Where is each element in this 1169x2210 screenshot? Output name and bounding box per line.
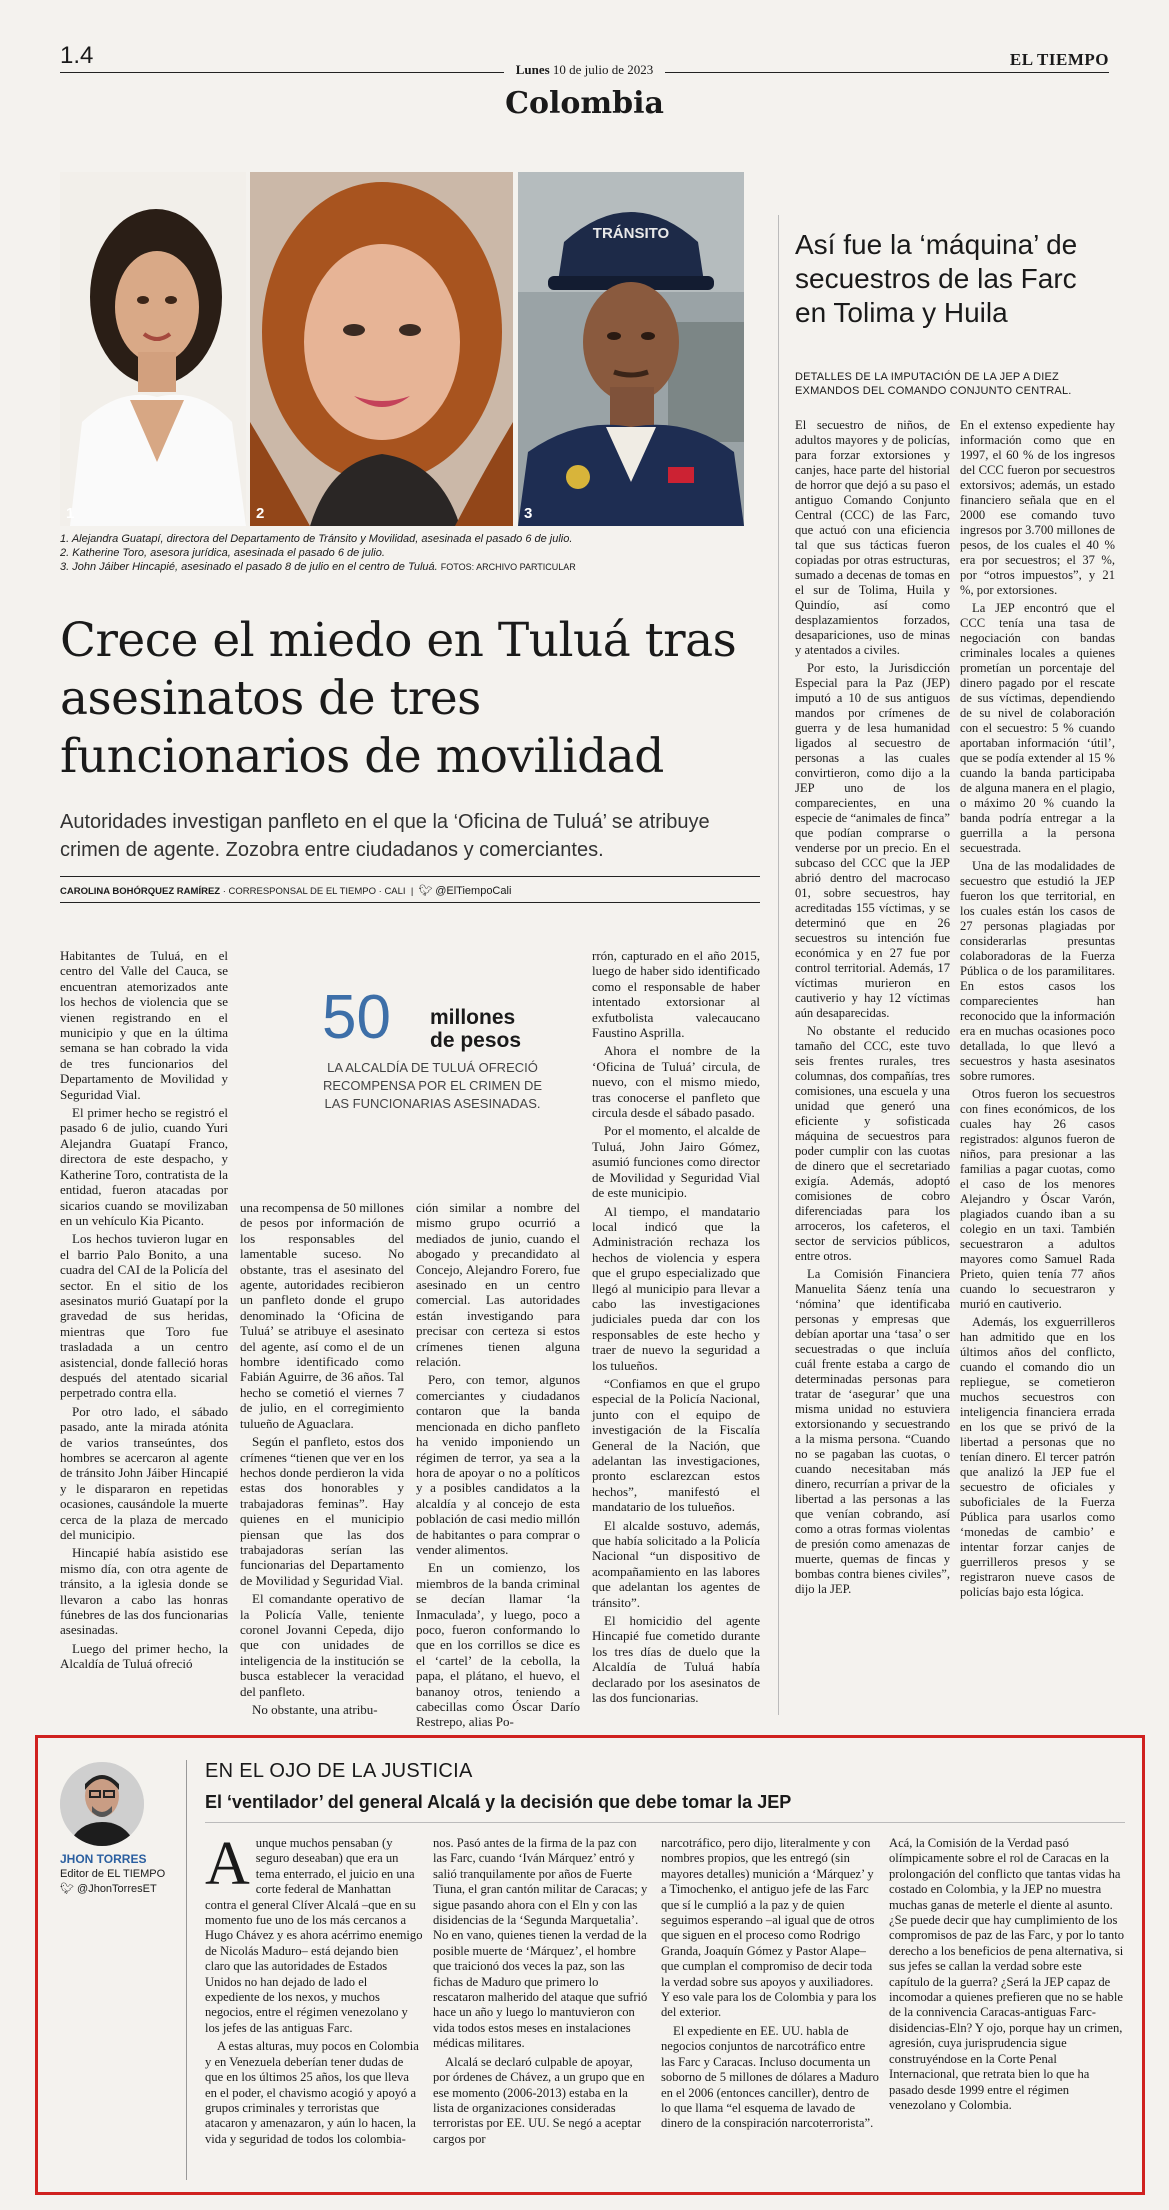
paragraph: El expediente en EE. UU. habla de negocios conjuntos de narcotráfico entre las Farc y Caracas. Incluso documenta un soborno de 5 millones de dólares a Maduro en el 2006 (entonces canciller), dentro de lo que llama “el esquema de lavado de dinero de la conspiración narcoterrorista”. <box>661 2023 879 2131</box>
opinion-column-3 <box>661 1836 879 2135</box>
edition-date-day: Lunes <box>515 62 550 77</box>
photo-number: 2 <box>256 505 265 522</box>
sidebar-column-1 <box>795 418 950 1600</box>
paragraph: En un comienzo, los miembros de la banda criminal se decían llamar ‘la Inmaculada’, y luego, poco a poco, fueron conformando lo que en los corrillos se dice es el ‘cartel’ de la cebolla, la papa, el plátano, el huevo, el bananoy otros, teniendo a cabecillas como Óscar Darío Restrepo, alias Po- <box>416 1560 580 1730</box>
paragraph: El alcalde sostuvo, además, que había solicitado a la Policía Nacional “un dispositivo de acompañamiento en las labores que adelantan los agentes de tránsito”. <box>592 1517 760 1610</box>
article-column-2 <box>240 1200 404 1720</box>
byline-author: CAROLINA BOHÓRQUEZ RAMÍREZ <box>60 886 221 897</box>
sidebar-divider <box>778 215 779 1715</box>
paragraph: Los hechos tuvieron lugar en el barrio Palo Bonito, a una cuadra del CAI de la Policía del sector. En el sitio de los asesinatos murió Guatapí por la gravedad de sus heridas, mientras que Toro fue trasladada a un centro asistencial, donde falleció horas después del atentado sicarial perpetrado contra ella. <box>60 1231 228 1401</box>
author-name: JHON TORRES <box>60 1852 147 1866</box>
edition-date <box>0 62 1169 78</box>
author-role: Editor de EL TIEMPO <box>60 1868 166 1880</box>
pullquote-number: 50 <box>322 983 391 1052</box>
sidebar-headline: Así fue la ‘máquina’ de secuestros de las Farc en Tolima y Huila <box>795 229 1078 328</box>
article-deck: Autoridades investigan panfleto en el que la ‘Oficina de Tuluá’ se atribuye crimen de agente. Zozobra entre ciudadanos y comerciantes. <box>60 811 710 861</box>
portrait-woman-dark-hair-image <box>60 172 246 526</box>
author-avatar <box>60 1762 144 1846</box>
twitter-icon: 🐦︎ <box>418 885 433 897</box>
pullquote-unit <box>430 1006 521 1052</box>
paragraph <box>205 1830 423 2036</box>
author-portrait-image <box>60 1762 144 1846</box>
byline-rule-bottom <box>60 902 760 903</box>
paragraph: Otros fueron los secuestros con fines económicos, de los cuales hay 26 casos registrados: algunos fueron de niños, para presionar a las familias a pagar cuotas, como el caso de los menores Alejandro y Óscar Varón, plagiados cuando iban a su colegio en un taxi. También secuestraron a adultos mayores como Samuel Rada Prieto, quien tenía 77 años cuando lo secuestraron y murió en cautiverio. <box>960 1087 1115 1311</box>
paragraph: Pero, con temor, algunos comerciantes y ciudadanos contaron que la banda mencionada en dicho panfleto ha venido imponiendo un régimen de terror, ya sea a la hora de apoyar o no a políticos y a posibles candidatos a la alcaldía y al concejo de esta población de casi medio millón de habitantes o para comprar o vender alimentos. <box>416 1372 580 1557</box>
paragraph: No obstante el reducido tamaño del CCC, este tuvo seis frentes rurales, tres columnas, dos compañías, tres comisiones, una escuela y una unidad que generó una eficiente y sofisticada máquina de secuestros para poder cumplir con las cuotas de dinero que el secretariado exigía. Además, adoptó comisiones de cobro diferenciadas para los arroceros, los cafeteros, el sector de servicios públicos, entre otros. <box>795 1024 950 1263</box>
paragraph: narcotráfico, pero dijo, literalmente y con nombres propios, que les entregó (sin mayores detalles) munición a ‘Márquez’ y a Timochenko, el antiguo jefe de las Farc que sí le cumplió a la paz y de quien seguimos esperando –al igual que de otros que siguen en el proceso como Rodrigo Granda, Joaquín Gómez y Pastor Alape– que cumplan el compromiso de decir toda la verdad sobre sus apoyos y auxiliadores. Y eso vale para los de Colombia y para los del exterior. <box>661 1836 877 2020</box>
paragraph: Según el panfleto, estos dos crímenes “tienen que ver en los hechos donde perdieron la vida estas dos honorables y trabajadoras feminas”. Hay quienes en el municipio piensan que las dos trabajadoras serían las funcionarias del Departamento de Movilidad y Seguridad Vial. <box>240 1434 404 1588</box>
paragraph: El comandante operativo de la Policía Valle, teniente coronel Jovanni Cepeda, dijo que con unidades de inteligencia de la institución se busca establecer la veracidad del panfleto. <box>240 1591 404 1699</box>
byline-rule-top <box>60 876 760 877</box>
portrait-transit-agent-image <box>518 172 744 526</box>
paragraph: Además, los exguerrilleros han admitido que en los últimos años del conflicto, cuando el comando dio un repliegue, se cometieron muchos secuestros con inteligencia financiera errada en los que se privó de la libertad a personas que no tenían dinero. El tercer patrón que analizó la JEP fue el secuestro de oficiales y suboficiales de la Fuerza Pública para usarlos como ‘monedas de cambio’ e intentar forzar canjes de guerrilleros presos y se registraron nueve casos de policías bajo esta lógica. <box>960 1315 1115 1599</box>
paragraph: ción similar a nombre del mismo grupo ocurrió a mediados de junio, cuando el abogado y precandidato al Concejo, Alejandro Forero, fue asesinado en un centro comercial. Las autoridades están investigando para precisar con certeza si estos crímenes tienen alguna relación. <box>416 1200 580 1370</box>
photo-2 <box>250 172 513 526</box>
pullquote-text: LA ALCALDÍA DE TULUÁ OFRECIÓ RECOMPENSA POR EL CRIMEN DE LAS FUNCIONARIAS ASESINADAS. <box>322 1060 543 1111</box>
paragraph: Por el momento, el alcalde de Tuluá, John Jairo Gómez, asumió funciones como director de Movilidad y Seguridad Vial de este municipio. <box>592 1123 760 1201</box>
photo-number: 1 <box>66 505 75 522</box>
photo-1 <box>60 172 246 526</box>
byline-twitter: @ElTiempoCali <box>435 885 512 897</box>
opinion-headline: El ‘ventilador’ del general Alcalá y la decisión que debe tomar la JEP <box>205 1792 792 1812</box>
page-number: 1.4 <box>60 42 94 69</box>
photo-credit: FOTOS: ARCHIVO PARTICULAR <box>440 562 576 572</box>
paragraph: No obstante, una atribu- <box>252 1702 378 1717</box>
paragraph: El secuestro de niños, de adultos mayores y de policías, para forzar extorsiones y canjes, hace parte del historial de horror que dejó a su paso el antiguo Comando Conjunto Central (CCC) de las Farc, que actuó con una eficiencia tal que sus tácticas fueron copiadas por otras estructuras, sumado a decenas de tomas en el sur de Tolima, Huila y Quindío, así como desplazamientos forzados, desapariciones, uso de minas y atentados a civiles. <box>795 418 950 657</box>
article-byline: CAROLINA BOHÓRQUEZ RAMÍREZ · CORRESPONSAL DE EL TIEMPO · CALI | 🐦︎ @ElTiempoCali <box>60 885 512 897</box>
paragraph-text: unque muchos pensaban (y seguro deseaban) que era un tema enterrado, el juicio en una corte federal de Manhattan contra el general Clíver Alcalá –que en su momento fue uno de los más cercanos a Hugo Chávez y es ahora acérrimo enemigo de Nicolás Maduro– está dejando bien claro que las autoridades de Estados Unidos no han dejado de lado el expediente de los nexos, y muchos negocios, entre el régimen venezolano y los jefes de las antiguas Farc. <box>205 1836 423 2035</box>
paragraph: Por otro lado, el sábado pasado, ante la mirada atónita de varios transeúntes, dos hombres se acercaron al agente de tránsito John Jáiber Hincapié y le dispararon en repetidas ocasiones, causándole la muerte cerca de la plaza de mercado del municipio. <box>60 1403 228 1543</box>
pullquote-unit-line: de pesos <box>430 1029 522 1052</box>
paragraph: En el extenso expediente hay información como que en 1997, el 60 % de los ingresos del CCC fueron por secuestros extorsivos; además, un estado financiero señala que en el 2000 ese comando tuvo ingresos por 3.700 millones de pesos, de los cuales el 40 % era por secuestros; el 37 %, por “otros impuestos”, y 21 %, por extorsiones. <box>960 418 1115 597</box>
paragraph: Al tiempo, el mandatario local indicó que la Administración rechaza los hechos de violencia y espera que el grupo especializado que llegó al municipio para llevar a cabo las investigaciones judiciales pueda dar con los responsables de este hecho y traer de nuevo la seguridad a los tulueños. <box>592 1203 760 1373</box>
twitter-icon: 🐦︎ <box>60 1883 74 1895</box>
article-column-3 <box>416 1200 580 1733</box>
paragraph: Luego del primer hecho, la Alcaldía de Tuluá ofreció <box>60 1640 228 1672</box>
edition-date-rest: 10 de julio de 2023 <box>552 62 654 77</box>
drop-cap: A <box>205 1830 250 1898</box>
paragraph: “Confiamos en que el grupo especial de la Policía Nacional, junto con el equipo de investigación de la Fiscalía General de la Nación, que adelantan las investigaciones, pronto esclarezcan estos hechos”, manifestó el mandatario de los tulueños. <box>592 1375 760 1515</box>
paragraph: La Comisión Financiera Manuelita Sáenz tenía una ‘nómina’ que identificaba personas y empresas que debían aportar una ‘tasa’ o ser secuestradas o que incluía cuál frente estaba a cargo de determinadas personas para tratar de ‘asegurar’ que una misma unidad no estuviera extorsionando y secuestrando a la misma persona. “Cuando no se pagaban las cuotas, o cuando necesitaban más dinero, recurrían a privar de la libertad a las personas a las que venían cobrando, así como a otras formas violentas de presión como amenazas de muerte, quemas de fincas y bombas contra bienes civiles”, dijo la JEP. <box>795 1267 950 1596</box>
paragraph: Por esto, la Jurisdicción Especial para la Paz (JEP) imputó a 10 de sus antiguos mandos por crímenes de guerra y de lesa humanidad ligados al secuestro de personas a las cuales convirtieron, como dijo a la JEP uno de los comparecientes, en una especie de “animales de finca” que podían comprarse o venderse por un precio. En el subcaso del CCC que la JEP abrió dentro del macrocaso 01, sobre secuestros, hay acreditadas 155 víctimas, y se determinó que en 26 secuestros su intención fue económica y en 27 fue por control territorial. Además, 17 víctimas murieron en cautiverio y hay 12 víctimas aún desaparecidas. <box>795 661 950 1020</box>
paragraph: La JEP encontró que el CCC tenía una tasa de negociación con bandas criminales locales a quienes prometían un porcentaje del dinero pagado por el rescate de sus víctimas, dependiendo de su nivel de colaboración con el secuestro: 5 % cuando aportaban información ‘útil’, que se podía extender al 15 % cuando la banda participaba de alguna manera en el plagio, o máximo 20 % cuando la banda podría entregar a la guerrilla a la persona secuestrada. <box>960 601 1115 855</box>
paragraph: Una de las modalidades de secuestro que estudió la JEP fueron los que territorial, en los cuales están los casos de 27 personas plagiadas por considerarlas presuntas colaboradoras de la Fuerza Pública o de los paramilitares. En estos casos los comparecientes han reconocido que la información era en muchas ocasiones poco detallada, lo que llevó a secuestros y hasta asesinatos sobre rumores. <box>960 859 1115 1083</box>
opinion-column-4 <box>889 1836 1125 2116</box>
author-twitter-handle: @JhonTorresET <box>77 1883 157 1895</box>
opinion-title-rule <box>205 1822 1125 1823</box>
caption-line: 1. Alejandra Guatapí, directora del Departamento de Tránsito y Movilidad, asesinada el pasado 6 de julio. <box>60 533 573 545</box>
paragraph: Habitantes de Tuluá, en el centro del Valle del Cauca, se encuentran atemorizados ante los hechos de violencia que se vienen registrando en el municipio y que en la última semana se han cobrado la vida de tres funcionarios del Departamento de Movilidad y Seguridad Vial. <box>60 948 228 1102</box>
sidebar-column-2 <box>960 418 1115 1603</box>
opinion-kicker: EN EL OJO DE LA JUSTICIA <box>205 1760 473 1782</box>
section-title: Colombia <box>505 86 664 121</box>
photo-number: 3 <box>524 505 533 522</box>
opinion-divider <box>186 1760 187 2180</box>
paragraph: rrón, capturado en el año 2015, luego de haber sido identificado como el responsable de haber intentado extorsionar al exfutbolista valecaucano Faustino Asprilla. <box>592 948 760 1041</box>
caption-text: 3. John Jáiber Hincapié, asesinado el pasado 8 de julio en el centro de Tuluá. <box>60 561 438 573</box>
author-twitter <box>60 1882 157 1895</box>
pullquote-unit-line: millones <box>430 1006 516 1029</box>
paragraph: A estas alturas, muy pocos en Colombia y en Venezuela deberían tener dudas de que en los últimos 25 años, los que lleva en el poder, el chavismo acogió y apoyó a grupos criminales y terroristas que atacaron y amenazaron, y aún lo hacen, la vida y seguridad de todos los colombia- <box>205 2039 419 2146</box>
paragraph: Ahora el nombre de la ‘Oficina de Tuluá’ circula, de nuevo, con el mismo miedo, tras conocerse el panfleto que circula desde el sábado pasado. <box>592 1043 760 1121</box>
paragraph: Hincapié había asistido ese mismo día, con otra agente de tránsito, a la iglesia donde se llevaron a cabo las honras fúnebres de las dos funcionarias asesinadas. <box>60 1545 228 1638</box>
article-column-1 <box>60 948 228 1675</box>
article-headline: Crece el miedo en Tuluá tras asesinatos de tres funcionarios de movilidad <box>60 613 737 784</box>
newspaper-brand: EL TIEMPO <box>1009 50 1109 69</box>
caption-line: 2. Katherine Toro, asesora jurídica, asesinada el pasado 6 de julio. <box>60 547 385 559</box>
paragraph: El homicidio del agente Hincapié fue cometido durante los tres días de duelo que la Alcaldía de Tuluá había declarado por los asesinatos de las dos funcionarias. <box>592 1613 760 1706</box>
paragraph: Acá, la Comisión de la Verdad pasó olímpicamente sobre el rol de Caracas en la prolongación del conflicto que tantas vidas ha costado en Colombia, y la JEP no muestra muchas ganas de meterle el diente al asunto. ¿Se puede decir que hay cumplimiento de los compromisos de paz de las Farc, y por lo tanto derecho a los beneficios de pena alternativa, si sus jefes se callan la verdad sobre este capítulo de la guerra? ¿Será la JEP capaz de incomodar a quienes prefieren que no se hable de la connivencia Caracas-antiguas Farc-disidencias-Eln? Y ojo, porque hay un crimen, agresión, cuya jurisprudencia sigue construyéndose en la Corte Penal Internacional, que retrata bien lo que ha pasado desde 1999 entre el régimen venezolano y Colombia. <box>889 1836 1125 2112</box>
paragraph: una recompensa de 50 millones de pesos por información de los responsables del lamentable suceso. No obstante, tras el asesinato del agente, autoridades recibieron un panfleto donde el grupo denominado la ‘Oficina de Tuluá’ se atribuye el asesinato del agente, así como el de un hombre identificado como Fabián Aguirre, de 36 años. Tal hecho se cometió el viernes 7 de julio, en el corregimiento tulueño de Aguaclara. <box>240 1200 404 1431</box>
byline-role: · CORRESPONSAL DE EL TIEMPO · CALI <box>222 886 406 897</box>
sidebar-deck: DETALLES DE LA IMPUTACIÓN DE LA JEP A DIEZ EXMANDOS DEL COMANDO CONJUNTO CENTRAL. <box>795 371 1072 397</box>
paragraph: El primer hecho se registró el pasado 6 de julio, cuando Yuri Alejandra Guatapí Franco, directora de este despacho, y Katherine Toro, contratista de la entidad, fueron atacadas por sicarios cuando se movilizaban en un vehículo Kia Picanto. <box>60 1105 228 1228</box>
paragraph: Alcalá se declaró culpable de apoyar, por órdenes de Chávez, a un grupo que en ese momento (2006-2013) estaba en la lista de organizaciones consideradas terroristas por EE. UU. Se negó a aceptar cargos por <box>433 2054 645 2146</box>
opinion-column-2 <box>433 1836 651 2150</box>
caption-line <box>60 560 760 574</box>
opinion-column-1 <box>205 1830 423 2150</box>
svg-text:TRÁNSITO: TRÁNSITO <box>592 225 670 242</box>
photo-3 <box>518 172 744 526</box>
portrait-woman-red-hair-image <box>250 172 513 526</box>
paragraph: nos. Pasó antes de la firma de la paz con las Farc, cuando ‘Iván Márquez’ entró y salió tranquilamente por años de Fuerte Tiuna, el gran cantón militar de Caracas; y sigue pasando ahora con el Eln y con las disidencias de la ‘Segunda Marquetalia’. No en vano, quienes tienen la verdad de la posible muerte de ‘Márquez’, el hombre que traicionó dos veces la paz, son las fichas de Maduro que primero lo rescataron malherido del ataque que sufrió hace un año y luego lo mantuvieron con vida todos estos meses en instalaciones médicas militares. <box>433 1836 648 2051</box>
article-column-4 <box>592 948 760 1709</box>
photo-captions <box>60 532 760 574</box>
